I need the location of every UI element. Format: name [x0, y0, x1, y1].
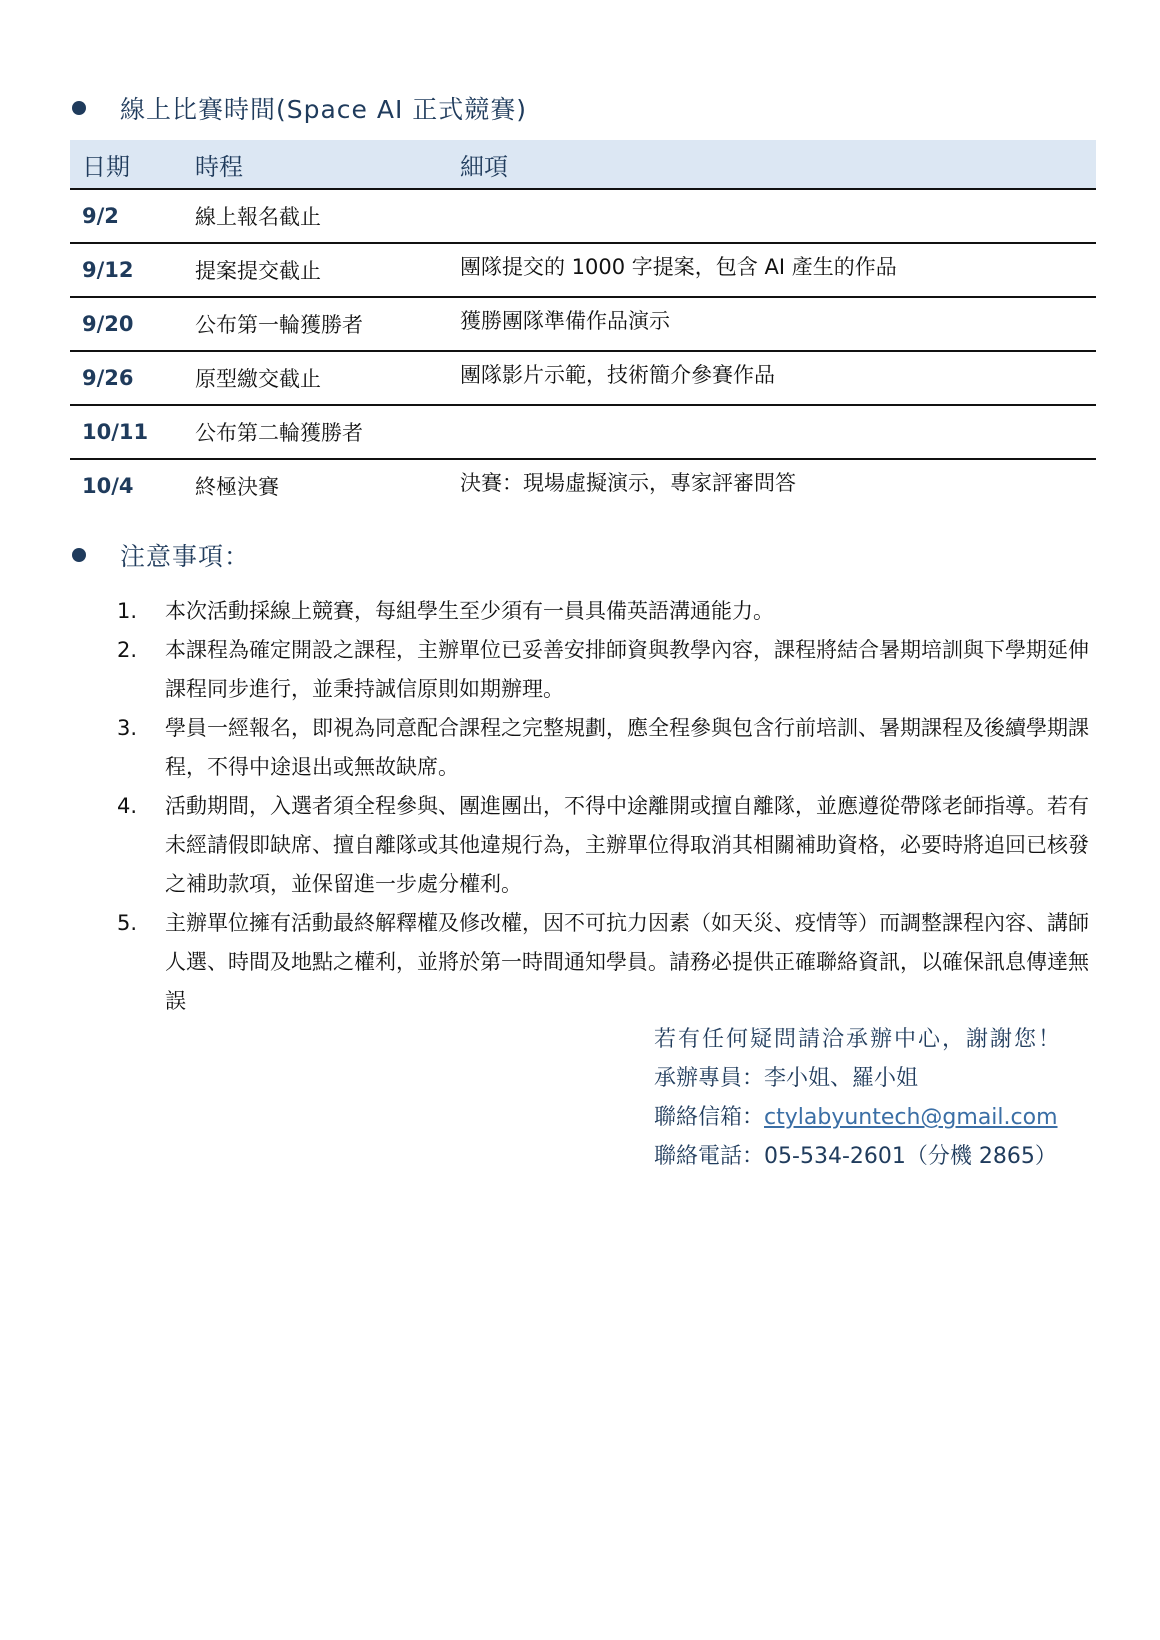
notes-heading	[70, 537, 250, 573]
row-date: 10/4	[82, 474, 134, 498]
row-detail: 團隊影片示範，技術簡介參賽作品	[460, 363, 775, 387]
table-row	[70, 405, 1096, 459]
schedule-heading-text: 線上比賽時間(Space AI 正式競賽)	[120, 95, 528, 124]
list-item	[117, 709, 1097, 787]
schedule-heading	[70, 90, 527, 126]
bullet-icon	[72, 101, 86, 115]
column-header-date: 日期	[70, 140, 195, 189]
table-row	[70, 459, 1096, 512]
column-header-detail: 細項	[460, 140, 1096, 189]
contact-email-label: 聯絡信箱：	[654, 1105, 765, 1130]
list-item	[117, 631, 1097, 709]
notes-list	[117, 592, 1097, 1021]
list-text: 學員一經報名，即視為同意配合課程之完整規劃，應全程參與包含行前培訓、暑期課程及後續學期課程，不得中途退出或無故缺席。	[165, 716, 1089, 779]
table-header-row	[70, 140, 1096, 189]
row-date: 9/2	[82, 204, 119, 228]
table-row	[70, 189, 1096, 243]
row-event: 終極決賽	[195, 475, 279, 499]
list-text: 本課程為確定開設之課程，主辦單位已妥善安排師資與教學內容，課程將結合暑期培訓與下學期延伸課程同步進行，並秉持誠信原則如期辦理。	[165, 638, 1089, 701]
list-number: 2.	[117, 638, 138, 662]
column-header-event: 時程	[195, 140, 460, 189]
bullet-icon	[72, 548, 86, 562]
list-number: 1.	[117, 599, 138, 623]
list-text: 主辦單位擁有活動最終解釋權及修改權，因不可抗力因素（如天災、疫情等）而調整課程內容、講師人選、時間及地點之權利，並將於第一時間通知學員。請務必提供正確聯絡資訊，以確保訊息傳達無誤	[165, 911, 1089, 1013]
row-event: 公布第一輪獲勝者	[195, 313, 363, 337]
contact-thanks: 若有任何疑問請洽承辦中心，謝謝您！	[654, 1027, 1063, 1052]
table-row	[70, 351, 1096, 405]
list-item	[117, 904, 1097, 1021]
contact-staff-label: 承辦專員：	[654, 1066, 765, 1091]
row-date: 10/11	[82, 420, 149, 444]
contact-email-line	[654, 1098, 1062, 1137]
row-date: 9/12	[82, 258, 134, 282]
row-detail: 決賽：現場虛擬演示，專家評審問答	[460, 471, 796, 495]
contact-phone: 05-534-2601（分機 2865）	[764, 1144, 1057, 1169]
schedule-table	[70, 140, 1096, 512]
row-date: 9/26	[82, 366, 134, 390]
table-row	[70, 297, 1096, 351]
contact-block	[654, 1020, 1062, 1176]
row-event: 線上報名截止	[195, 205, 321, 229]
row-detail: 團隊提交的 1000 字提案，包含 AI 產生的作品	[460, 255, 897, 279]
list-number: 4.	[117, 794, 138, 818]
list-item	[117, 592, 1097, 631]
list-text: 本次活動採線上競賽，每組學生至少須有一員具備英語溝通能力。	[165, 599, 774, 623]
contact-staff-line	[654, 1059, 1062, 1098]
contact-email-link[interactable]: ctylabyuntech@gmail.com	[764, 1105, 1058, 1130]
row-event: 原型繳交截止	[195, 367, 321, 391]
row-detail: 獲勝團隊準備作品演示	[460, 309, 670, 333]
table-row	[70, 243, 1096, 297]
row-event: 提案提交截止	[195, 259, 321, 283]
contact-staff: 李小姐、羅小姐	[764, 1066, 919, 1091]
list-number: 3.	[117, 716, 138, 740]
list-item	[117, 787, 1097, 904]
list-number: 5.	[117, 911, 138, 935]
notes-heading-text: 注意事項：	[120, 542, 251, 571]
contact-phone-line	[654, 1137, 1062, 1176]
row-date: 9/20	[82, 312, 134, 336]
contact-phone-label: 聯絡電話：	[654, 1144, 765, 1169]
row-event: 公布第二輪獲勝者	[195, 421, 363, 445]
list-text: 活動期間，入選者須全程參與、團進團出，不得中途離開或擅自離隊，並應遵從帶隊老師指導。若有未經請假即缺席、擅自離隊或其他違規行為，主辦單位得取消其相關補助資格，必要時將追回已核發之補助款項，並保留進一步處分權利。	[165, 794, 1089, 896]
